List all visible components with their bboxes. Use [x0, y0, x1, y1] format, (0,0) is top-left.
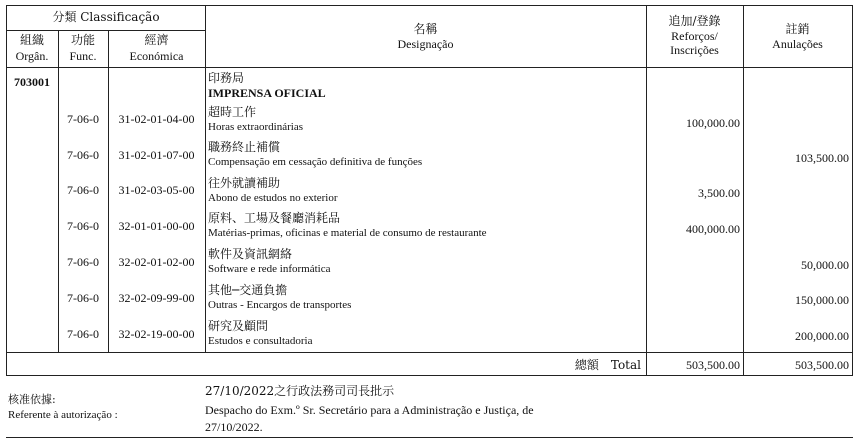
reinforcement-header-pt1: Reforços/	[671, 29, 718, 43]
cancellation-header-zh: 註銷	[785, 22, 810, 36]
authorization-text-pt2: 27/10/2022.	[205, 420, 263, 434]
total-cancellation: 503,500.00	[795, 358, 849, 372]
func-code: 7-06-0	[67, 112, 99, 126]
reinforcement-amount: 3,500.00	[698, 186, 740, 200]
item-name-pt: Outras - Encargos de transportes	[208, 299, 352, 311]
cancellation-amount: 103,500.00	[795, 151, 849, 165]
item-name-pt: Matérias-primas, oficinas e material de consumo de restaurante	[208, 227, 487, 239]
designation-header-pt: Designação	[397, 37, 454, 51]
reinforcement-amount: 400,000.00	[686, 222, 740, 236]
item-name-zh: 其他─交通負擔	[208, 283, 288, 297]
eco-code: 31-02-03-05-00	[118, 183, 195, 197]
func-code: 7-06-0	[67, 291, 99, 305]
eco-header-pt: Económica	[129, 49, 184, 63]
eco-code: 31-02-01-04-00	[118, 112, 195, 126]
item-name-zh: 超時工作	[208, 105, 257, 119]
eco-header-zh: 經濟	[144, 33, 169, 47]
func-header-zh: 功能	[70, 33, 95, 47]
classification-header: 分類 Classificação	[52, 10, 160, 24]
item-name-pt: Compensação em cessação definitiva de funções	[208, 156, 423, 168]
item-name-pt: Abono de estudos no exterior	[208, 192, 338, 204]
eco-code: 32-02-01-02-00	[118, 255, 195, 269]
org-name-zh: 印務局	[208, 71, 245, 85]
func-header-pt: Func.	[69, 49, 97, 63]
item-name-zh: 研究及顧問	[208, 319, 269, 333]
cancellation-amount: 150,000.00	[795, 293, 849, 307]
reinforcement-amount: 100,000.00	[686, 116, 740, 130]
total-label: 總額 Total	[574, 358, 641, 372]
item-name-zh: 原料、工場及餐廳消耗品	[208, 211, 341, 225]
org-code: 703001	[14, 75, 50, 89]
func-code: 7-06-0	[67, 327, 99, 341]
item-name-pt: Software e rede informática	[208, 263, 331, 275]
eco-code: 31-02-01-07-00	[118, 148, 195, 162]
eco-code: 32-01-01-00-00	[118, 219, 195, 233]
func-code: 7-06-0	[67, 148, 99, 162]
reinforcement-header-zh: 追加/登錄	[668, 14, 721, 28]
eco-code: 32-02-09-99-00	[118, 291, 195, 305]
org-name-pt: IMPRENSA OFICIAL	[208, 86, 326, 100]
item-name-pt: Estudos e consultadoria	[208, 335, 313, 347]
authorization-label-pt: Referente à autorização :	[8, 409, 118, 421]
func-code: 7-06-0	[67, 255, 99, 269]
cancellation-header-pt: Anulações	[772, 37, 823, 51]
designation-header-zh: 名稱	[413, 22, 438, 36]
org-header-zh: 組織	[19, 33, 44, 47]
reinforcement-header-pt2: Inscrições	[670, 43, 719, 57]
item-name-zh: 往外就讀補助	[208, 176, 281, 190]
item-name-zh: 軟件及資訊網絡	[208, 247, 293, 261]
item-name-zh: 職務終止補償	[208, 140, 281, 154]
org-header-pt: Orgân.	[15, 49, 49, 63]
cancellation-amount: 50,000.00	[801, 258, 849, 272]
func-code: 7-06-0	[67, 183, 99, 197]
authorization-text-zh: 27/10/2022之行政法務司司長批示	[205, 384, 395, 398]
cancellation-amount: 200,000.00	[795, 329, 849, 343]
func-code: 7-06-0	[67, 219, 99, 233]
eco-code: 32-02-19-00-00	[118, 327, 195, 341]
total-reinforcement: 503,500.00	[686, 358, 740, 372]
authorization-text-pt1: Despacho do Exm.º Sr. Secretário para a Administração e Justiça, de	[205, 403, 534, 417]
authorization-label-zh: 核准依據:	[8, 393, 56, 406]
item-name-pt: Horas extraordinárias	[208, 121, 303, 133]
